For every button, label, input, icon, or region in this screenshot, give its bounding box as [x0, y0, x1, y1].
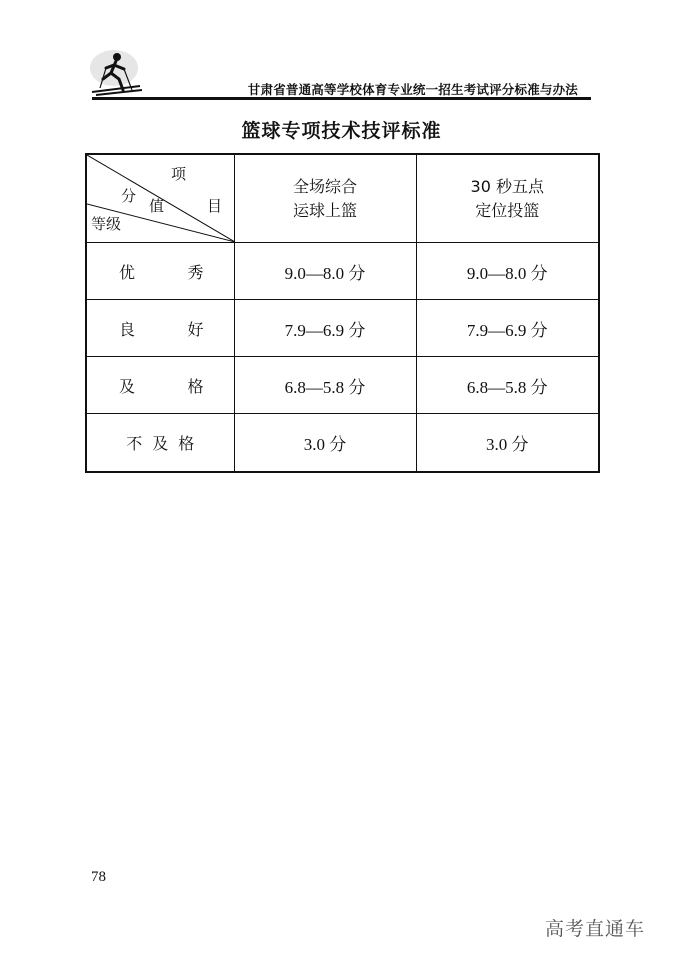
column-header-line: 定位投篮 — [475, 200, 540, 220]
score-cell: 6.8—5.8 分 — [234, 357, 416, 414]
score-cell: 7.9—6.9 分 — [416, 300, 599, 357]
table-row — [86, 414, 599, 472]
column-header-five-spot-shooting — [416, 154, 599, 243]
page-number: 78 — [91, 869, 106, 885]
column-header-full-court-dribble — [234, 154, 416, 243]
grade-label: 好 — [187, 319, 204, 339]
corner-label-grade: 等级 — [91, 215, 122, 233]
skier-icon — [88, 46, 144, 98]
column-header-line: 全场综合 — [292, 176, 357, 196]
document-title: 篮球专项技术技评标准 — [241, 120, 442, 142]
header-rule — [92, 97, 591, 100]
running-header-title: 甘肃省普通高等学校体育专业统一招生考试评分标准与办法 — [247, 82, 578, 97]
scoring-standards-table — [85, 153, 600, 473]
score-cell: 6.8—5.8 分 — [416, 357, 599, 414]
corner-label-item: 项 — [171, 165, 187, 183]
column-header-line: 30 秒五点 — [470, 176, 544, 196]
table-row — [86, 357, 599, 414]
score-cell: 3.0 分 — [234, 414, 416, 472]
grade-cell-good — [86, 300, 234, 357]
grade-label: 秀 — [187, 262, 204, 282]
score-cell: 7.9—6.9 分 — [234, 300, 416, 357]
diagonal-header-cell — [86, 154, 234, 243]
corner-label-score: 分 — [121, 187, 137, 205]
grade-label: 优 — [119, 262, 136, 282]
watermark-text: 高考直通车 — [545, 918, 646, 940]
grade-label: 格 — [187, 376, 204, 396]
column-header-line: 运球上篮 — [292, 200, 357, 220]
grade-cell-fail — [86, 414, 234, 472]
grade-label: 及 — [119, 376, 136, 396]
grade-label: 不及格 — [126, 433, 205, 453]
table-row — [86, 243, 599, 300]
grade-label: 良 — [119, 319, 136, 339]
table-header-row — [86, 154, 599, 243]
corner-label-value: 值 — [149, 197, 165, 215]
score-cell: 9.0—8.0 分 — [234, 243, 416, 300]
score-cell: 9.0—8.0 分 — [416, 243, 599, 300]
table-row — [86, 300, 599, 357]
grade-cell-pass — [86, 357, 234, 414]
grade-cell-excellent — [86, 243, 234, 300]
score-cell: 3.0 分 — [416, 414, 599, 472]
corner-label-item-end: 目 — [207, 197, 223, 215]
